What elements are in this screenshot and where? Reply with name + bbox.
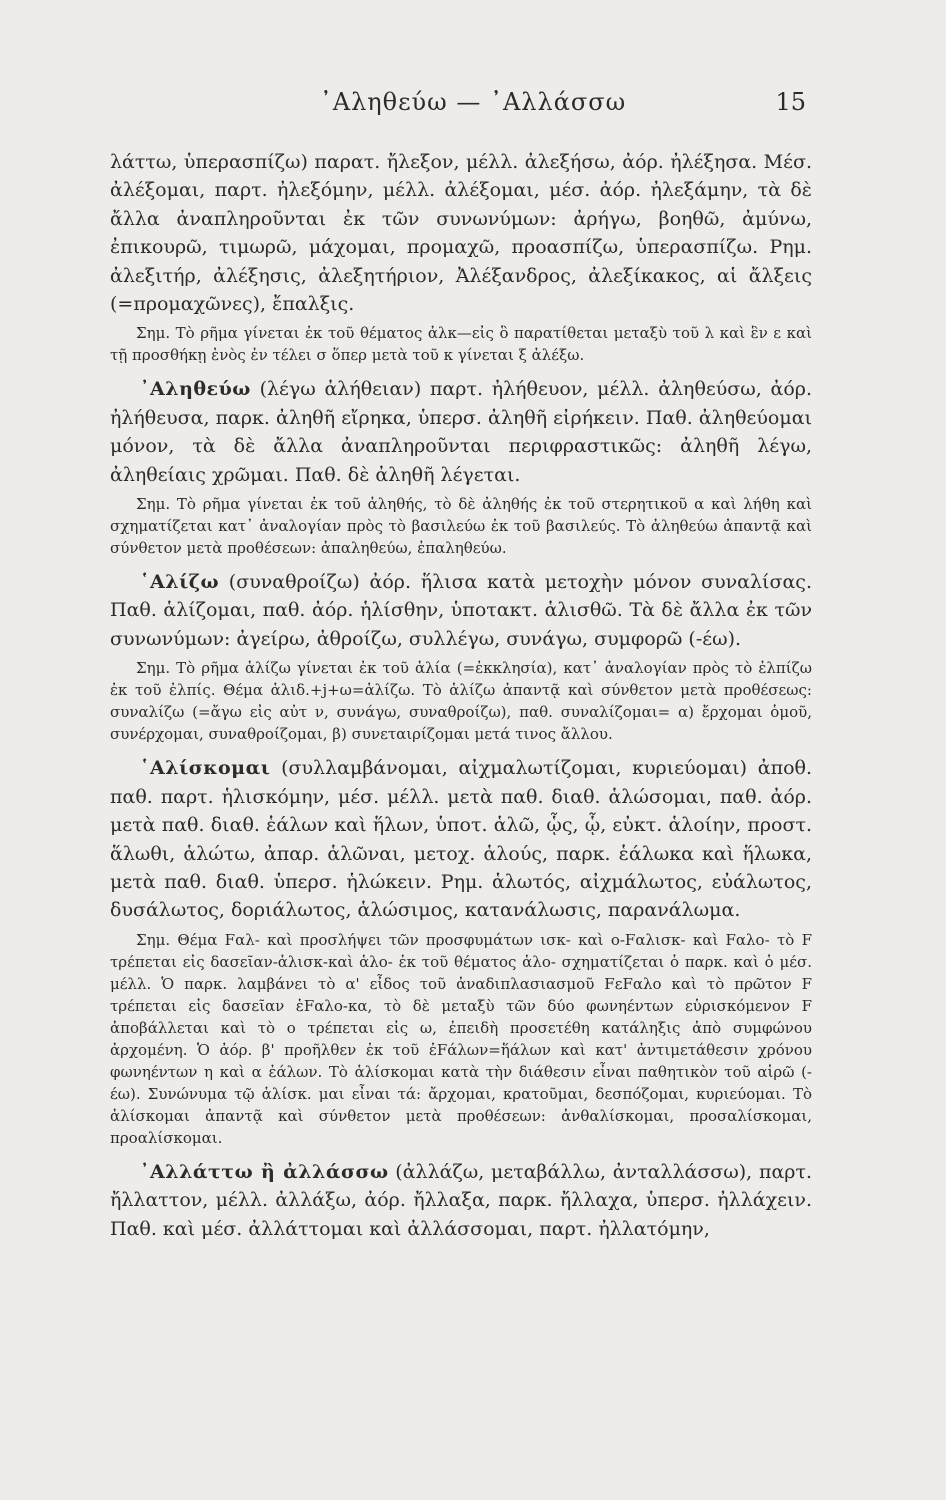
entry-allatto bbox=[110, 1158, 812, 1243]
note-aletheuo: Σημ. Τὸ ρῆμα γίνεται ἐκ τοῦ ἀληθής, τὸ δὲ ἀληθής ἐκ τοῦ στερητικοῦ α καὶ λήθη καὶ σχηματίζεται κατ᾿ ἀναλογίαν πρὸς τὸ βασιλεύω ἐκ τοῦ βασιλεύς. Τὸ ἀληθεύω ἀπαντᾷ καὶ σύνθετον μετὰ προθέσεων: ἀπαληθεύω, ἐπαληθεύω. bbox=[110, 495, 812, 558]
note-halizo: Σημ. Τὸ ρῆμα ἁλίζω γίνεται ἐκ τοῦ ἁλία (=ἐκκλησία), κατ᾿ ἀναλογίαν πρὸς τὸ ἐλπίζω ἐκ τοῦ ἐλπίς. Θέμα ἁλιδ.+j+ω=ἁλίζω. Τὸ ἁλίζω ἀπαντᾷ καὶ σύνθετον μετὰ προθέσεως: συναλίζω (=ἄγω εἰς αὐτ ν, συνάγω, συναθροίζω), παθ. συναλίζομαι= α) ἔρχομαι ὁμοῦ, συνέρχομαι, συναθροίζομαι, β) συνεταιρίζομαι μετά τινος ἄλλου. bbox=[110, 659, 812, 744]
headword: ᾿Αλλάττω ἢ ἀλλάσσω bbox=[140, 1160, 389, 1183]
headword: ᾿Αληθεύω bbox=[140, 378, 251, 401]
running-title: ᾿Αληθεύω — ᾿Αλλάσσω bbox=[319, 88, 627, 116]
entry-halizo bbox=[110, 568, 812, 653]
dictionary-text bbox=[110, 148, 812, 1243]
entry-body: (ἀλλάζω, μεταβάλλω, ἀνταλλάσσω), παρτ. ἤλλαττον, μέλλ. ἀλλάξω, ἀόρ. ἤλλαξα, παρκ. ἤλλαχα, ὑπερσ. ἠλλάχειν. Παθ. καὶ μέσ. ἀλλάττομαι καὶ ἀλλάσσομαι, παρτ. ἠλλατόμην, bbox=[110, 1160, 812, 1240]
entry-body: (συναθροίζω) ἀόρ. ἥλισα κατὰ μετοχὴν μόνον συναλίσας. Παθ. ἁλίζομαι, παθ. ἀόρ. ἡλίσθην, ὑποτακτ. ἁλισθῶ. Τὰ δὲ ἄλλα ἐκ τῶν συνωνύμων: ἀγείρω, ἀθροίζω, συλλέγω, συνάγω, συμφορῶ (-έω). bbox=[110, 571, 812, 650]
entry-haliskomai bbox=[110, 754, 812, 924]
entry-alexo-continuation bbox=[110, 148, 812, 318]
entry-aletheuo bbox=[110, 375, 812, 489]
entry-body: (συλλαμβάνομαι, αἰχμαλωτίζομαι, κυριεύομαι) ἀποθ. παθ. παρτ. ἡλισκόμην, μέσ. μέλλ. μετὰ παθ. διαθ. ἁλώσομαι, παθ. ἀόρ. μετὰ παθ. διαθ. ἑάλων καὶ ἥλων, ὑποτ. ἁλῶ, ᾧς, ᾧ, εὐκτ. ἁλοίην, προστ. ἅλωθι, ἁλώτω, ἀπαρ. ἁλῶναι, μετοχ. ἁλούς, παρκ. ἑάλωκα καὶ ἥλωκα, μετὰ παθ. διαθ. ὑπερσ. ἡλώκειν. Ρημ. ἁλωτός, αἰχμάλωτος, εὐάλωτος, δυσάλωτος, δοριάλωτος, ἁλώσιμος, κατανάλωσις, παρανάλωμα. bbox=[110, 757, 812, 922]
note-haliskomai: Σημ. Θέμα Fαλ- καὶ προσλήψει τῶν προσφυμάτων ισκ- καὶ ο-Fαλισκ- καὶ Fαλο- τὸ F τρέπεται εἰς δασεῖαν-ἁλισκ-καὶ ἁλο- ἐκ τοῦ θέματος ἁλο- σχηματίζεται ὁ παρκ. καὶ ὁ μέσ. μέλλ. Ὁ παρκ. λαμβάνει τὸ α' εἶδος τοῦ ἀναδιπλασιασμοῦ FεFαλο καὶ τὸ πρῶτον F τρέπεται εἰς δασεῖαν ἑFαλο-κα, τὸ δὲ μεταξὺ τῶν δύο φωνηέντων εὑρισκόμενον F ἀποβάλλεται καὶ τὸ ο τρέπεται εἰς ω, ἐπειδὴ προσετέθη κατάληξις ἀπὸ συμφώνου ἀρχομένη. Ὁ ἀόρ. β' προῆλθεν ἐκ τοῦ ἐFάλων=ἥάλων καὶ κατ' ἀντιμετάθεσιν χρόνου φωνηέντων η καὶ α ἑάλων. Τὸ ἁλίσκομαι κατὰ τὴν διάθεσιν εἶναι παθητικὸν τοῦ αἱρῶ (-έω). Συνώνυμα τῷ ἁλίσκ. μαι εἶναι τά: ἄρχομαι, κρατοῦμαι, δεσπόζομαι, κυριεύομαι. Τὸ ἁλίσκομαι ἀπαντᾷ καὶ σύνθετον μετὰ προθέσεων: ἀνθαλίσκομαι, προσαλίσκομαι, προαλίσκομαι. bbox=[110, 930, 812, 1147]
page-number: 15 bbox=[775, 88, 806, 116]
entry-body: (λέγω ἀλήθειαν) παρτ. ἠλήθευον, μέλλ. ἀληθεύσω, ἀόρ. ἠλήθευσα, παρκ. ἀληθῆ εἴρηκα, ὑπερσ. ἀληθῆ εἰρήκειν. Παθ. ἀληθεύομαι μόνον, τὰ δὲ ἄλλα ἀναπληροῦνται περιφραστικῶς: ἀληθῆ λέγω, ἀληθείαις χρῶμαι. Παθ. δὲ ἀληθῆ λέγεται. bbox=[110, 378, 812, 486]
note-alexo: Σημ. Τὸ ρῆμα γίνεται ἐκ τοῦ θέματος ἀλκ—εἰς ὃ παρατίθεται μεταξὺ τοῦ λ καὶ ἓν ε καὶ τῇ προσθήκῃ ἑνὸς ἐν τέλει σ ὅπερ μετὰ τοῦ κ γίνεται ξ ἀλέξω. bbox=[110, 324, 812, 365]
headword: ῾Αλίσκομαι bbox=[140, 757, 271, 780]
entry-body: λάττω, ὑπερασπίζω) παρατ. ἤλεξον, μέλλ. ἀλεξήσω, ἀόρ. ἠλέξησα. Μέσ. ἀλέξομαι, παρτ. ἠλεξόμην, μέλλ. ἀλέξομαι, μέσ. ἀόρ. ἠλεξάμην, τὰ δὲ ἄλλα ἀναπληροῦνται ἐκ τῶν συνωνύμων: ἀρήγω, βοηθῶ, ἀμύνω, ἐπικουρῶ, τιμωρῶ, μάχομαι, προμαχῶ, προασπίζω, ὑπερασπίζω. Ρημ. ἀλεξιτήρ, ἀλέξησις, ἀλεξητήριον, Ἀλέξανδρος, ἀλεξίκακος, αἱ ἄλξεις (=προμαχῶνες), ἔπαλξις. bbox=[110, 151, 812, 316]
headword: ῾Αλίζω bbox=[140, 571, 220, 594]
page-header bbox=[0, 88, 946, 128]
